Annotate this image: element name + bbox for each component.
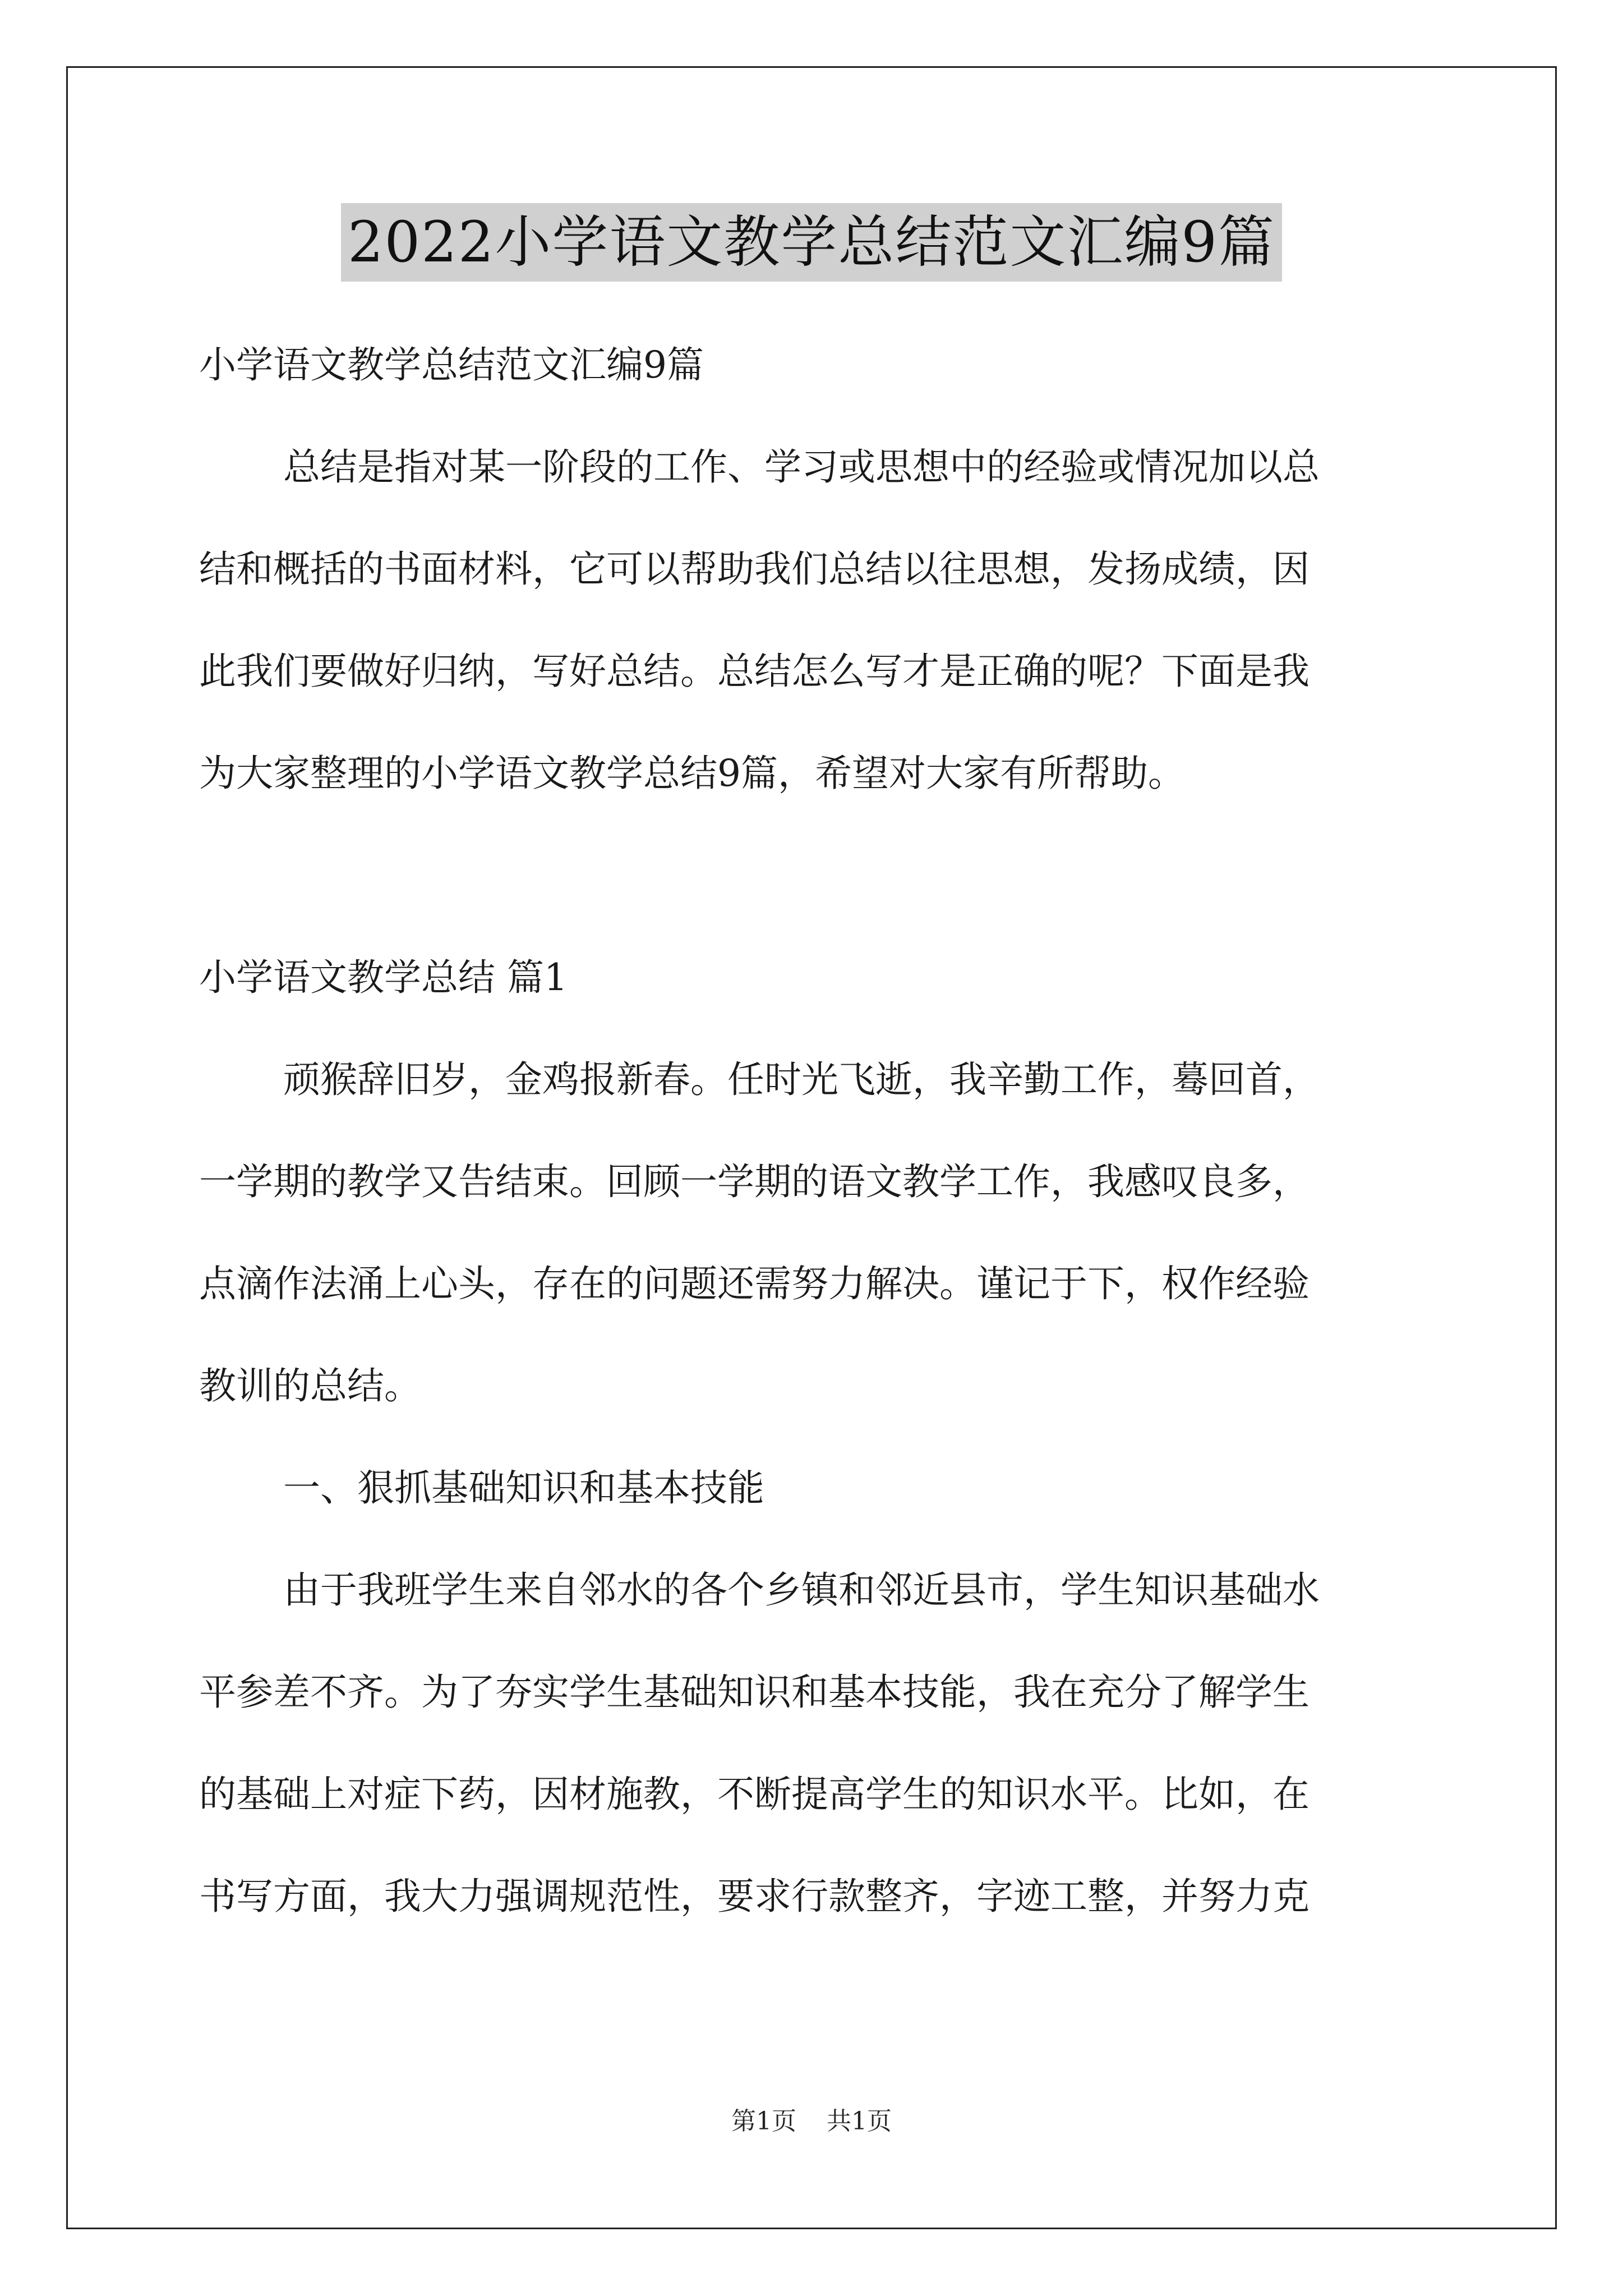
body-line-4: 教训的总结。 [199, 1364, 421, 1407]
intro-line-2: 结和概括的书面材料，它可以帮助我们总结以往思想，发扬成绩，因 [199, 547, 1310, 591]
intro-line-1: 总结是指对某一阶段的工作、学习或思想中的经验或情况加以总 [283, 445, 1320, 489]
page-number-current: 第1页 [731, 2107, 796, 2136]
body-line-3: 点滴作法涌上心头，存在的问题还需努力解决。谨记于下，权作经验 [199, 1262, 1310, 1305]
body-line-5: 由于我班学生来自邻水的各个乡镇和邻近县市，学生知识基础水 [283, 1568, 1320, 1612]
subtitle-line: 小学语文教学总结范文汇编9篇 [199, 343, 704, 386]
page-footer [0, 2101, 1623, 2137]
document-body [199, 314, 1427, 1948]
section-heading: 小学语文教学总结 篇1 [199, 956, 568, 999]
subsection-heading: 一、狠抓基础知识和基本技能 [283, 1466, 764, 1510]
intro-line-4: 为大家整理的小学语文教学总结9篇，希望对大家有所帮助。 [199, 752, 1185, 795]
body-line-6: 平参差不齐。为了夯实学生基础知识和基本技能，我在充分了解学生 [199, 1671, 1310, 1714]
page-number-total: 共1页 [827, 2107, 892, 2136]
body-line-7: 的基础上对症下药，因材施教，不断提高学生的知识水平。比如，在 [199, 1773, 1310, 1816]
paragraph-gap [199, 825, 1427, 927]
title-container [0, 203, 1623, 282]
document-title: 2022小学语文教学总结范文汇编9篇 [341, 203, 1282, 282]
body-line-2: 一学期的教学又告结束。回顾一学期的语文教学工作，我感叹良多， [199, 1160, 1310, 1203]
body-line-1: 顽猴辞旧岁，金鸡报新春。任时光飞逝，我辛勤工作，蓦回首， [283, 1058, 1320, 1101]
intro-line-3: 此我们要做好归纳，写好总结。总结怎么写才是正确的呢？下面是我 [199, 650, 1310, 693]
body-line-8: 书写方面，我大力强调规范性，要求行款整齐，字迹工整，并努力克 [199, 1875, 1310, 1918]
